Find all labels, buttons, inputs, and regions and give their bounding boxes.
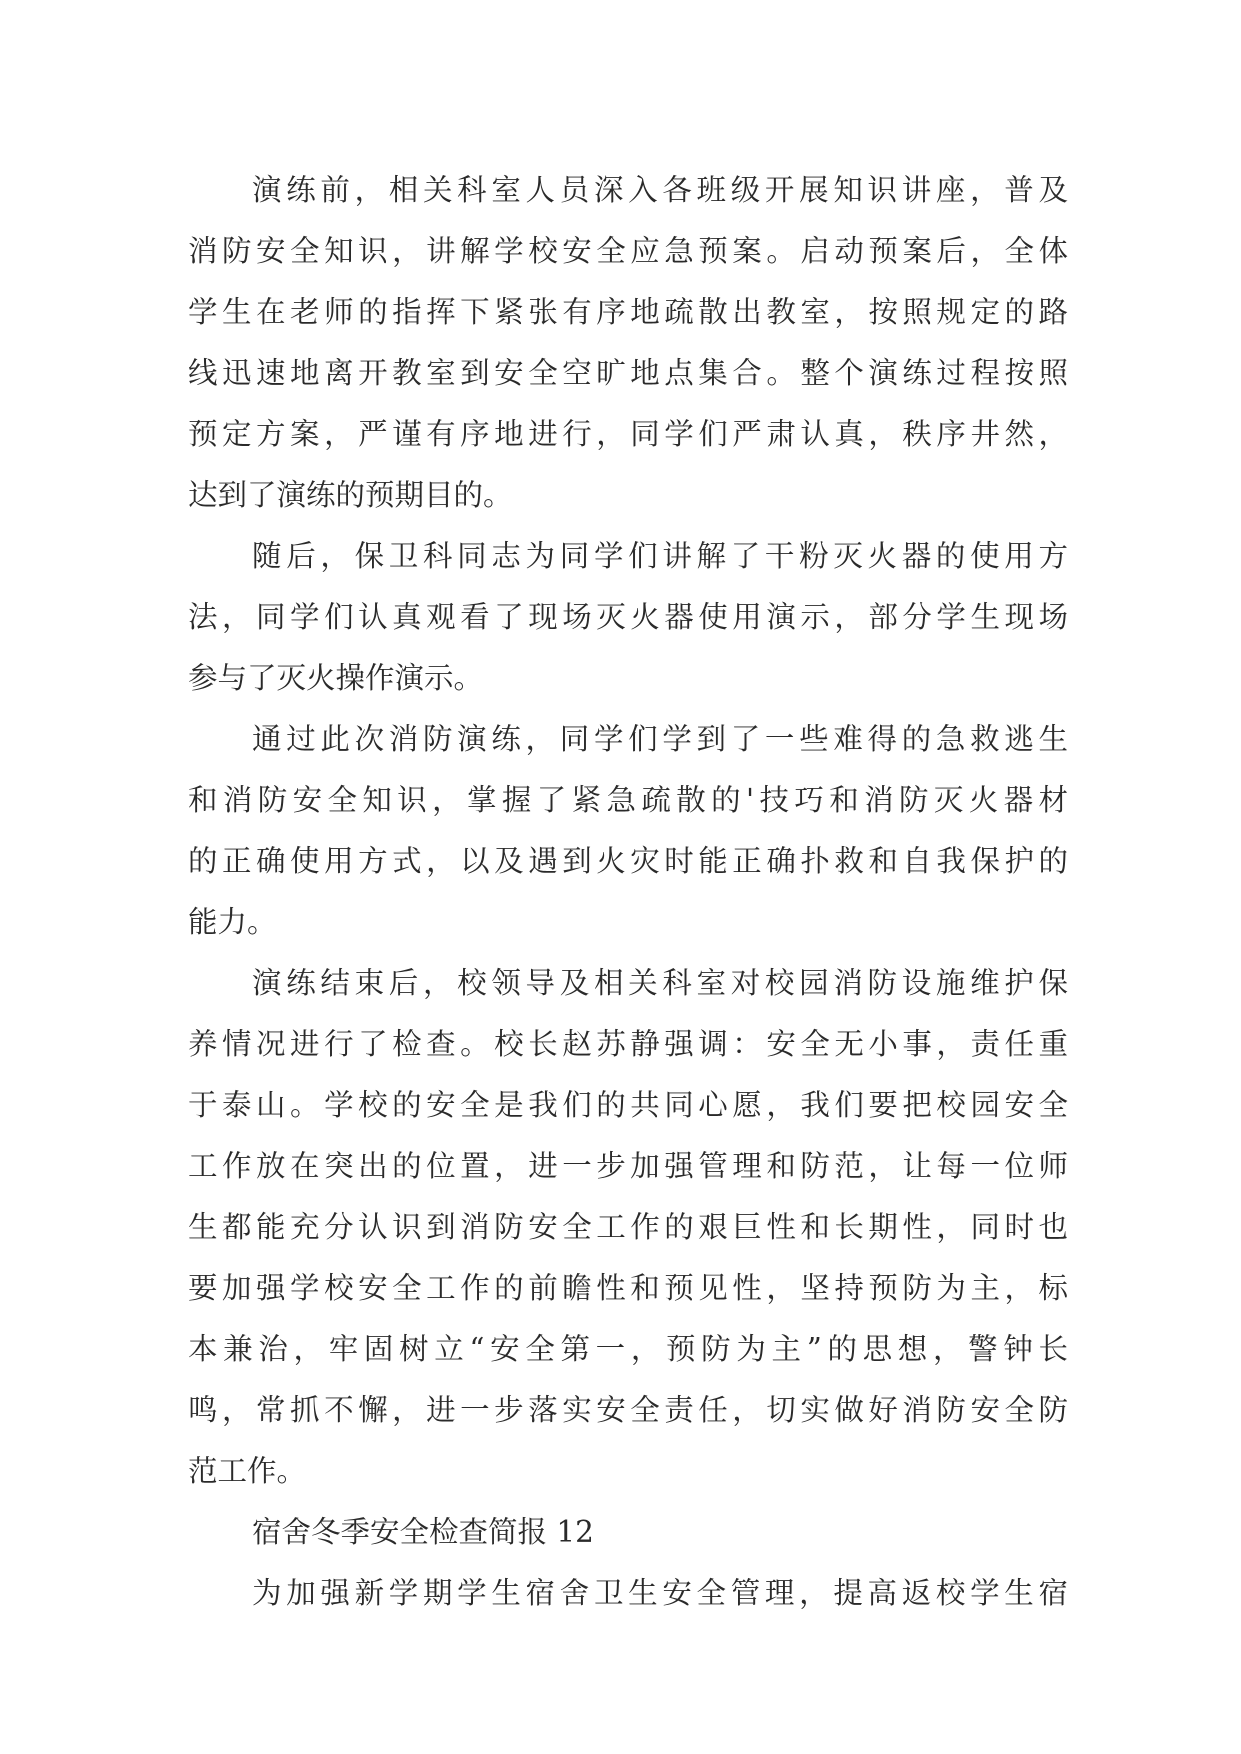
section-heading	[188, 1502, 1068, 1563]
text-line: 工作放在突出的位置，进一步加强管理和防范，让每一位师	[188, 1149, 1068, 1183]
text-line: 和消防安全知识，掌握了紧急疏散的'技巧和消防灭火器材	[188, 783, 1068, 817]
heading-line: 宿舍冬季安全检查简报 12	[252, 1515, 594, 1549]
text-line: 演练前，相关科室人员深入各班级开展知识讲座，普及	[252, 173, 1068, 207]
text-line: 生都能充分认识到消防安全工作的艰巨性和长期性，同时也	[188, 1210, 1068, 1244]
paragraph	[188, 526, 1068, 709]
text-line: 法，同学们认真观看了现场灭火器使用演示，部分学生现场	[188, 600, 1068, 634]
text-line: 能力。	[188, 905, 277, 939]
text-line: 养情况进行了检查。校长赵苏静强调：安全无小事，责任重	[188, 1027, 1068, 1061]
text-line: 预定方案，严谨有序地进行，同学们严肃认真，秩序井然，	[188, 417, 1068, 451]
text-line: 于泰山。学校的安全是我们的共同心愿，我们要把校园安全	[188, 1088, 1068, 1122]
text-line: 随后，保卫科同志为同学们讲解了干粉灭火器的使用方	[252, 539, 1068, 573]
text-line: 范工作。	[188, 1454, 307, 1488]
text-line: 为加强新学期学生宿舍卫生安全管理，提高返校学生宿	[252, 1576, 1068, 1610]
text-line: 学生在老师的指挥下紧张有序地疏散出教室，按照规定的路	[188, 295, 1068, 329]
text-line: 消防安全知识，讲解学校安全应急预案。启动预案后，全体	[188, 234, 1068, 268]
paragraph	[188, 1563, 1068, 1624]
text-line: 鸣，常抓不懈，进一步落实安全责任，切实做好消防安全防	[188, 1393, 1068, 1427]
text-line: 要加强学校安全工作的前瞻性和预见性，坚持预防为主，标	[188, 1271, 1068, 1305]
paragraph	[188, 709, 1068, 953]
text-line: 达到了演练的预期目的。	[188, 478, 513, 512]
paragraph	[188, 160, 1068, 526]
paragraph	[188, 953, 1068, 1502]
text-line: 演练结束后，校领导及相关科室对校园消防设施维护保	[252, 966, 1068, 1000]
text-line: 通过此次消防演练，同学们学到了一些难得的急救逃生	[252, 722, 1068, 756]
document-body	[188, 160, 1068, 1624]
text-line: 参与了灭火操作演示。	[188, 661, 484, 695]
text-line: 线迅速地离开教室到安全空旷地点集合。整个演练过程按照	[188, 356, 1068, 390]
text-line: 本兼治，牢固树立“安全第一，预防为主”的思想，警钟长	[188, 1332, 1068, 1366]
text-line: 的正确使用方式，以及遇到火灾时能正确扑救和自我保护的	[188, 844, 1068, 878]
